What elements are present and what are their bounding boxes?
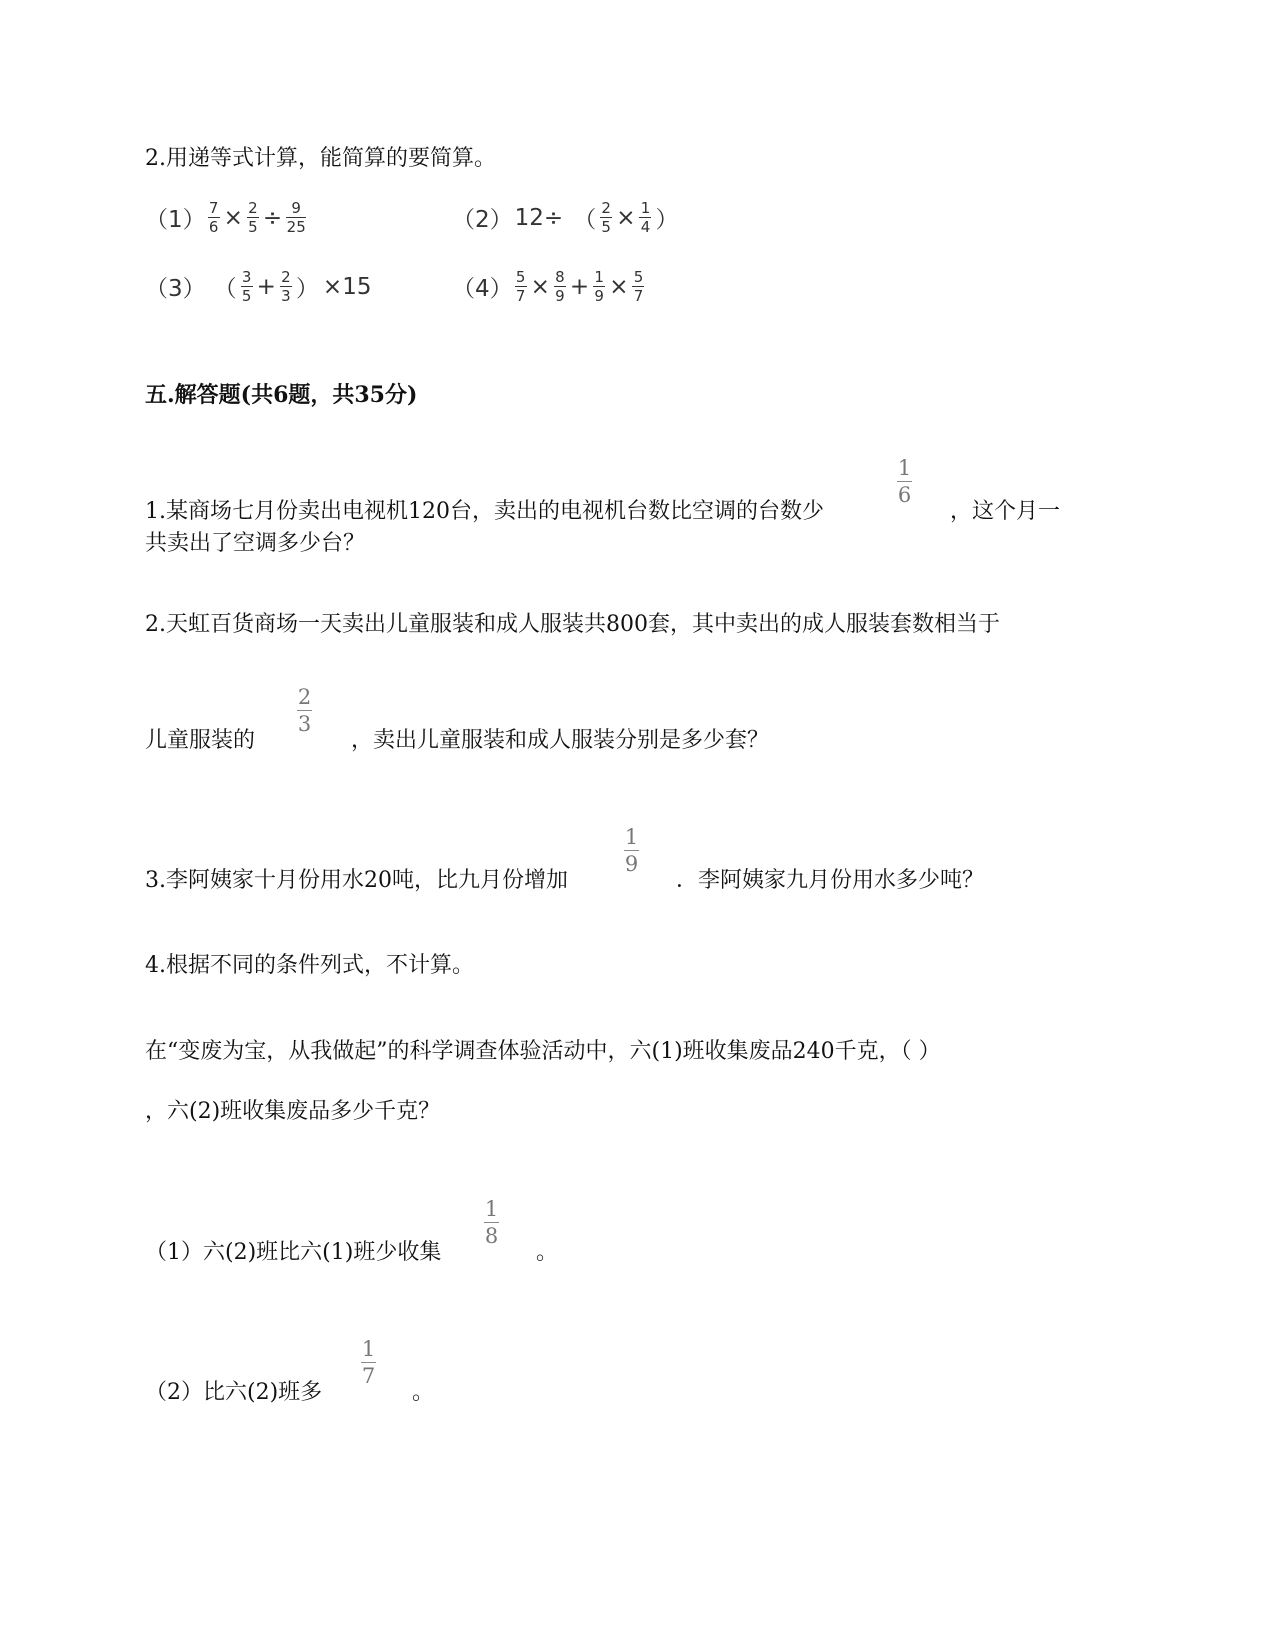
- fraction: 1 7: [361, 1337, 376, 1388]
- expression-3: [145, 269, 373, 304]
- condition-2-end: 。: [412, 1380, 435, 1405]
- question-4-para-line-1: 在“变废为宝，从我做起”的科学调查体验活动中，六(1)班收集废品240千克，（ ）: [145, 1039, 941, 1064]
- left-paren: （: [573, 207, 597, 233]
- operator: +: [256, 273, 276, 300]
- question-1-line-2: 共卖出了空调多少台？: [145, 531, 366, 556]
- expression-2: [452, 200, 680, 235]
- operand: ×15: [322, 273, 372, 300]
- operator: ÷: [262, 204, 283, 231]
- fraction: $\frac{5}{7}$: [515, 268, 526, 305]
- fraction: $\frac{5}{7}$: [633, 268, 644, 305]
- question-3-line-a: 3.李阿姨家十月份用水20吨，比九月份增加: [145, 868, 568, 893]
- question-2-line-1: 2.天虹百货商场一天卖出儿童服装和成人服装共800套，其中卖出的成人服装套数相当于: [145, 612, 1000, 637]
- fraction: $\frac{7}{6}$: [208, 199, 219, 236]
- left-paren: （: [213, 276, 237, 302]
- condition-1-text: （1）六(2)班比六(1)班少收集: [145, 1240, 442, 1265]
- question-2-line-2a: 儿童服装的: [145, 728, 256, 753]
- condition-1-end: 。: [536, 1240, 559, 1265]
- operator: ×: [616, 204, 636, 231]
- fraction: $\frac{1}{9}$: [594, 268, 604, 305]
- fraction: 2 3: [297, 685, 312, 736]
- fraction: $\frac{2}{5}$: [248, 199, 258, 236]
- expression-4: [452, 269, 646, 304]
- operator: +: [569, 273, 590, 300]
- operator: ×: [609, 273, 629, 300]
- fraction: $\frac{2}{3}$: [281, 268, 291, 305]
- operator: ×: [530, 273, 550, 300]
- expression-label: （4）: [452, 276, 513, 302]
- fraction: $\frac{3}{5}$: [241, 268, 252, 305]
- fraction: 1 9: [624, 825, 639, 876]
- expression-1: [145, 200, 308, 235]
- fraction: 1 8: [484, 1197, 499, 1248]
- section-heading: 五.解答题(共6题，共35分): [145, 382, 418, 408]
- right-paren: ）: [295, 276, 319, 302]
- fraction: $\frac{8}{9}$: [555, 268, 565, 305]
- expression-label: （3）: [145, 276, 206, 302]
- question-2-line-2b: ，卖出儿童服装和成人服装分别是多少套？: [351, 728, 770, 753]
- question-3-line-b: ．李阿姨家九月份用水多少吨？: [676, 868, 985, 893]
- condition-2-text: （2）比六(2)班多: [145, 1380, 323, 1405]
- question-4-para-line-2: ，六(2)班收集废品多少千克？: [145, 1099, 441, 1124]
- fraction: $\frac{9}{25}$: [286, 199, 306, 236]
- operand: 12÷: [514, 204, 564, 231]
- calc-question-title: 2.用递等式计算，能简算的要简算。: [145, 146, 496, 171]
- expression-label: （1）: [145, 207, 206, 233]
- operator: ×: [223, 204, 243, 231]
- right-paren: ）: [655, 207, 679, 233]
- question-1-line-1a: 1.某商场七月份卖出电视机120台，卖出的电视机台数比空调的台数少: [145, 499, 824, 524]
- expression-label: （2）: [452, 207, 513, 233]
- question-4-title: 4.根据不同的条件列式，不计算。: [145, 953, 474, 978]
- question-1-line-1b: ，这个月一: [950, 499, 1061, 524]
- fraction: $\frac{1}{4}$: [640, 199, 651, 236]
- fraction: $\frac{2}{5}$: [601, 199, 611, 236]
- fraction: 1 6: [897, 456, 912, 507]
